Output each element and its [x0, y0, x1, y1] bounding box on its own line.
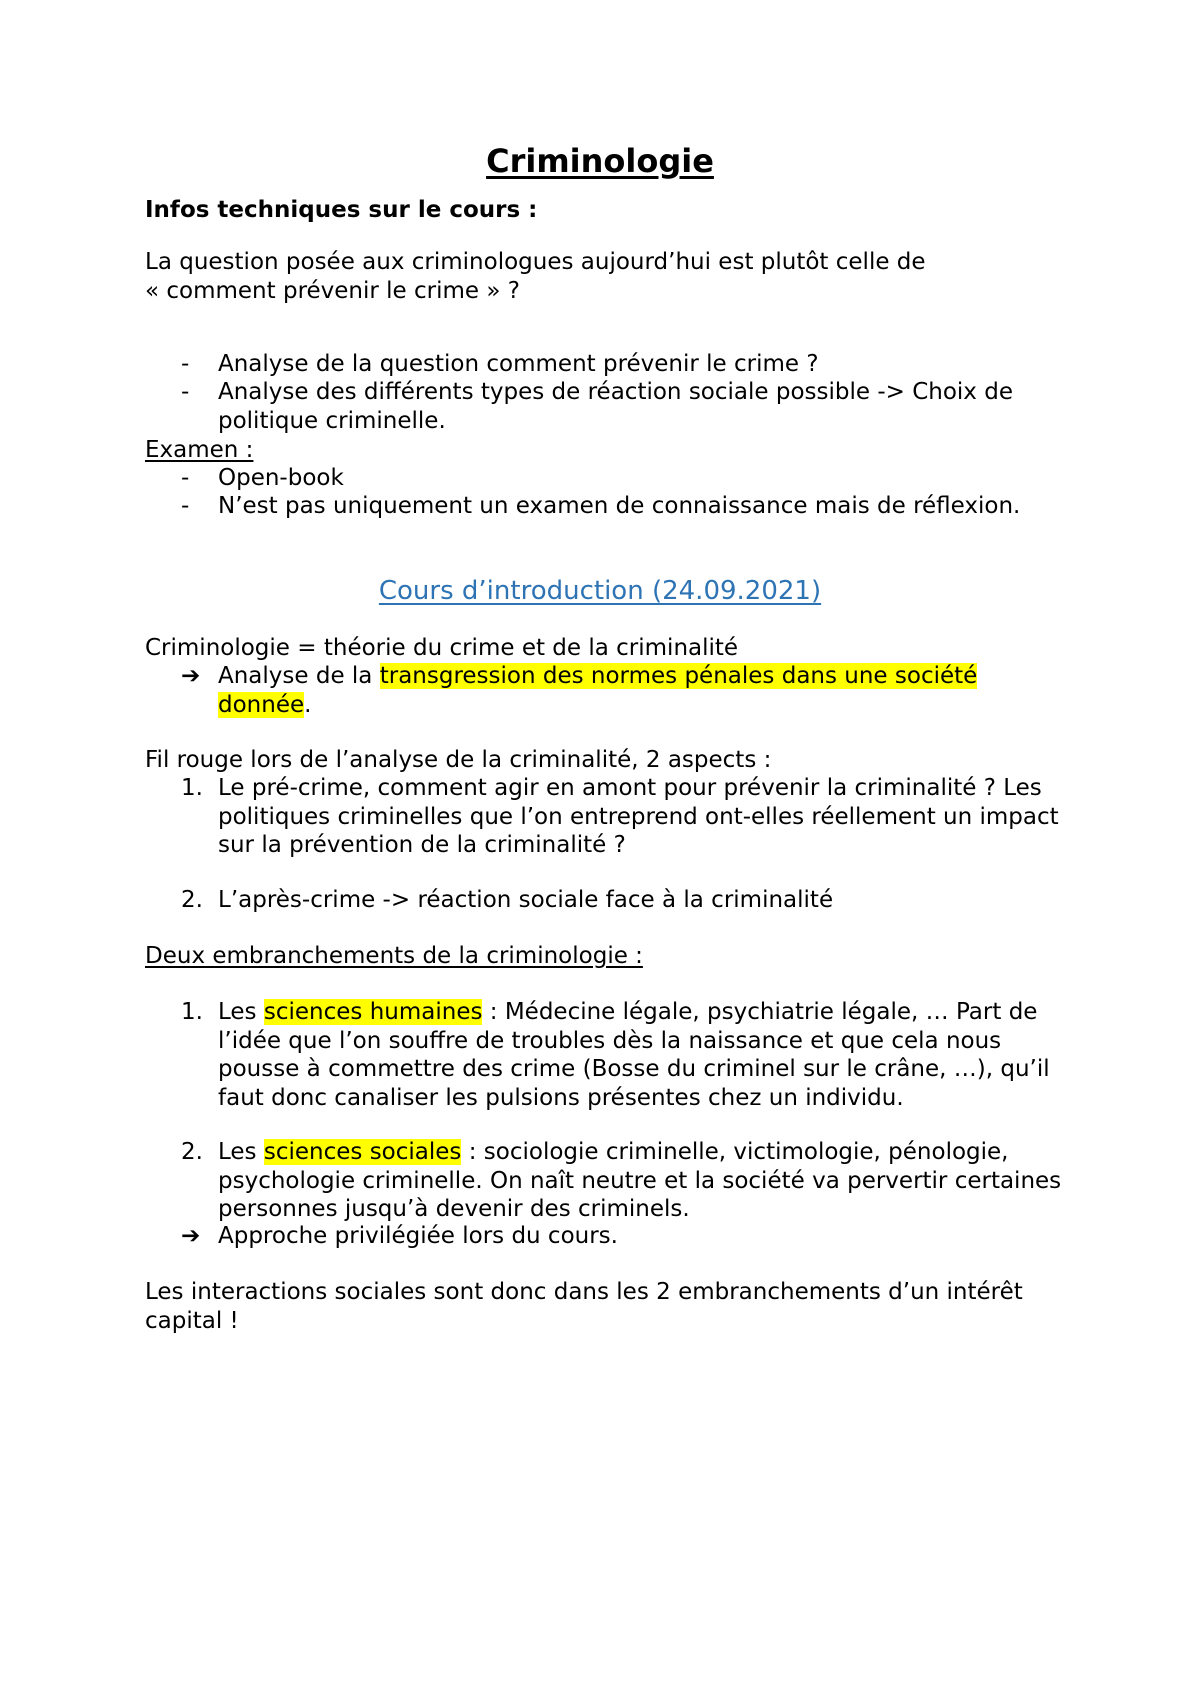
analysis-text: Analyse des différents types de réaction sociale possible -> Choix de politique criminelle.	[218, 379, 1013, 434]
branch-item	[145, 1138, 1065, 1224]
text-run: Analyse de la	[218, 663, 380, 689]
intro-line-1: La question posée aux criminologues aujourd’hui est plutôt celle de	[145, 249, 926, 275]
list-number: 1.	[181, 999, 203, 1025]
arrow-bullet-icon: ➔	[181, 1223, 201, 1249]
definition-arrow-item	[145, 662, 1065, 719]
branch-item	[145, 998, 1065, 1112]
list-number: 2.	[181, 1139, 203, 1165]
branch-text	[218, 998, 1065, 1112]
embranchements-heading: Deux embranchements de la criminologie :	[145, 943, 643, 969]
analysis-item	[145, 378, 1065, 435]
text-run: : Médecine légale, psychiatrie légale, … Part de l’idée que l’on souffre de troubles dès la naissance et que cela nous pousse à commettre des crime (Bosse du criminel sur le crâne, …), qu’il faut donc canaliser les pulsions présentes chez un individu.	[218, 999, 1050, 1111]
branch-text	[218, 1138, 1065, 1224]
examen-label: Examen :	[145, 437, 254, 463]
list-number: 1.	[181, 775, 203, 801]
dash-bullet: -	[181, 465, 190, 491]
analysis-text: Analyse de la question comment prévenir le crime ?	[218, 351, 819, 377]
text-run: .	[304, 691, 312, 718]
examen-text: N’est pas uniquement un examen de connaissance mais de réflexion.	[218, 493, 1021, 519]
aspect-text: Le pré-crime, comment agir en amont pour prévenir la criminalité ? Les politiques criminelles que l’on entreprend ont-elles réellement un impact sur la prévention de la criminalité ?	[218, 775, 1059, 858]
fil-rouge-text: Fil rouge lors de l’analyse de la criminalité, 2 aspects :	[145, 747, 772, 773]
conclusion-text: Les interactions sociales sont donc dans les 2 embranchements d’un intérêt capital !	[145, 1279, 1023, 1334]
text-run: Les	[218, 1139, 264, 1165]
aspect-text: L’après-crime -> réaction sociale face à la criminalité	[218, 887, 834, 913]
dash-bullet: -	[181, 351, 190, 377]
text-run: : sociologie criminelle, victimologie, pénologie, psychologie criminelle. On naît neutre et la société va pervertir certaines personnes jusqu’à devenir des criminels.	[218, 1139, 1062, 1222]
list-number: 2.	[181, 887, 203, 913]
section-title: Cours d’introduction (24.09.2021)	[378, 576, 822, 606]
aspect-item	[145, 774, 1065, 860]
intro-paragraph	[145, 248, 1065, 305]
text-run: Les	[218, 999, 264, 1025]
approche-text: Approche privilégiée lors du cours.	[218, 1223, 618, 1249]
arrow-bullet-icon: ➔	[181, 663, 201, 689]
examen-text: Open-book	[218, 465, 344, 491]
highlighted-text: sciences sociales	[263, 1139, 462, 1165]
highlighted-text: transgression des normes pénales dans une société donnée	[218, 663, 978, 718]
examen-item	[145, 464, 1065, 493]
document-title: Criminologie	[486, 142, 714, 180]
highlighted-text: sciences humaines	[263, 999, 483, 1025]
approche-arrow-item	[145, 1222, 1065, 1251]
examen-item	[145, 492, 1065, 521]
intro-line-2: « comment prévenir le crime » ?	[145, 277, 520, 304]
definition-text: Criminologie = théorie du crime et de la criminalité	[145, 635, 739, 661]
dash-bullet: -	[181, 379, 190, 405]
infos-heading: Infos techniques sur le cours :	[145, 197, 538, 223]
analysis-item	[145, 350, 1065, 379]
dash-bullet: -	[181, 493, 190, 519]
definition-arrow-text	[218, 662, 1065, 719]
aspect-item	[145, 886, 1065, 915]
